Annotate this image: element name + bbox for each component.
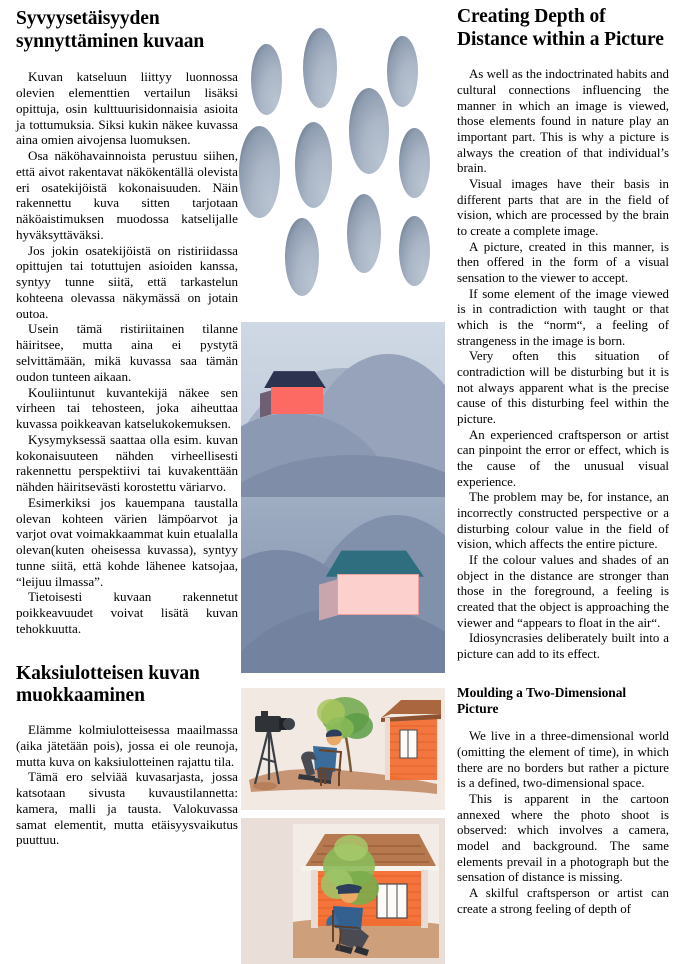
ellipse-shape (347, 194, 381, 273)
house-front-wall (271, 387, 323, 414)
paragraph: As well as the indoctrinated habits and cultural connections influencing the manner in which an image is viewed, those elements found in nature play an important part. This is why a picture is always the creation of that individual’s brain. (457, 67, 669, 176)
right-column-english (457, 0, 669, 918)
house-side-wall (319, 579, 339, 620)
foreground-house (337, 549, 419, 615)
paragraph: Osa näköhavainnoista perustuu siihen, että aivot rakentavat näkökentällä olevista eri osatekijöistä kokonaisuuden. Näin rakennettu kuva sitten tarjotaan näköaistimuksen muodossa katselijalle hyväksyttäväksi. (16, 148, 238, 242)
illustration-column (241, 0, 445, 964)
resulting-photograph-cartoon (241, 818, 445, 964)
ellipse-shape (387, 36, 418, 107)
paragraph: An experienced craftsperson or artist can pinpoint the error or effect, which is the cause of the unusual visual experience. (457, 427, 669, 489)
section-title-finnish-2: Kaksiulotteisen kuvan muokkaaminen (16, 662, 200, 707)
paragraph: The problem may be, for instance, an incorrectly constructed perspective or a disturbing colour value in the field of vision, which affects the entire picture. (457, 490, 669, 552)
left-column-finnish (16, 0, 238, 848)
photo-shoot-drawing (241, 688, 445, 810)
paragraph: Tietoisesti kuvaan rakennetut poikkeavuudet voivat lisätä kuvan tehokkuutta. (16, 589, 238, 637)
distant-house-landscape (241, 322, 445, 497)
section-title-english-2: Moulding a Two-Dimensional Picture (457, 684, 627, 717)
distant-house (271, 370, 323, 414)
paragraph: If some element of the image viewed is in contradiction with taught or that which is the “norm“, a feeling of strangeness in the image is born. (457, 286, 669, 348)
paragraph: We live in a three-dimensional world (omitting the element of time), in which there are no borders but rather a picture is a defined, two-dimensional space. (457, 729, 669, 791)
paragraph: If the colour values and shades of an object in the distance are stronger than those in the foreground, a feeling is created that the object is approaching the viewer and “appears to float in the air“. (457, 553, 669, 630)
paragraph: A picture, created in this manner, is then offered in the form of a visual sensation to the viewer to accept. (457, 239, 669, 285)
photo-shoot-cartoon (241, 688, 445, 810)
paragraph: Kouliintunut kuvantekijä näkee sen virheen tai tehosteen, joka aiheuttaa kuvassa poikkeavan katselukokemuksen. (16, 384, 238, 432)
paragraph: Kysymyksessä saattaa olla esim. kuvan kokonaisuuteen nähden virheellisesti rakennettu perspektiivi tai kuvakenttään nähden häiritsevästi korostettu väriarvo. (16, 431, 238, 495)
paragraph: Elämme kolmiulotteisessa maailmassa (aika jätetään pois), jossa ei ole reunoja, mutta kuva on kaksiulotteinen rajattu tila. (16, 722, 238, 769)
ellipse-shape (239, 126, 280, 218)
ellipse-shape (399, 128, 430, 198)
paragraph: Visual images have their basis in different parts that are in the field of vision, which are processed by the brain to create a complete image. (457, 176, 669, 238)
paragraph: A skilful craftsperson or artist can create a strong feeling of depth of (457, 886, 669, 916)
paragraph: Idiosyncrasies deliberately built into a picture can add to its effect. (457, 631, 669, 662)
photograph-drawing (241, 818, 445, 964)
foreground-house-landscape (241, 497, 445, 673)
paragraph: This is apparent in the cartoon annexed where the photo shoot is observed: which involves a camera, model and background. The same elements prevail in a photograph but the sensation of distance is missing. (457, 792, 669, 885)
paragraph: Usein tämä ristiriitainen tilanne häiritsee, mutta aina ei pystytä selvittämään, mikä kuvassa saa tämän oudon tunteen aikaan. (16, 321, 238, 384)
ellipse-shape (303, 28, 337, 108)
paragraph: Esimerkiksi jos kauempana taustalla olevan kohteen värien lämpöarvot ja varjot ovat voimakkaammat kuin etualalla olevan(kuten oheisessa kuvassa), syntyy tunne siitä, että kohde lähenee katsojaa, “leijuu ilmassa”. (16, 494, 238, 589)
paragraph: Kuvan katseluun liittyy luonnossa olevien elementtien vertailun lisäksi opittuja, osin kulttuurisidonnaisia asioita ja tottumuksia. Siksi kukin näkee kuvassa aina omien aivojensa luomuksen. (16, 69, 238, 148)
paragraph: Tämä ero selviää kuvasarjasta, jossa katsotaan sivusta kuvaustilannetta: kamera, malli ja tausta. Valokuvassa samat elementit, mutta etäisyysvaikutus puuttuu. (16, 769, 238, 848)
ellipse-shape (399, 216, 430, 286)
page-title-english: Creating Depth of Distance within a Picture (457, 6, 664, 50)
ellipse-shape (295, 122, 332, 208)
paragraph: Very often this situation of contradiction will be disturbing but it is not always apparent what is the precise cause of this disturbing feel within the picture. (457, 349, 669, 426)
ellipse-shape (285, 218, 319, 296)
house-front-wall (337, 574, 419, 615)
paragraph: Jos jokin osatekijöistä on ristiriidassa opittujen tai totuttujen asioiden kanssa, syntyy tunne siitä, että tarkastelun kohteena olevassa näkymässä on jotain outoa. (16, 242, 238, 321)
ellipse-shape (349, 88, 389, 174)
ellipse-field-illustration (241, 8, 445, 308)
ellipse-shape (251, 44, 282, 115)
page-title-finnish: Syvyysetäisyyden synnyttäminen kuvaan (16, 8, 205, 52)
